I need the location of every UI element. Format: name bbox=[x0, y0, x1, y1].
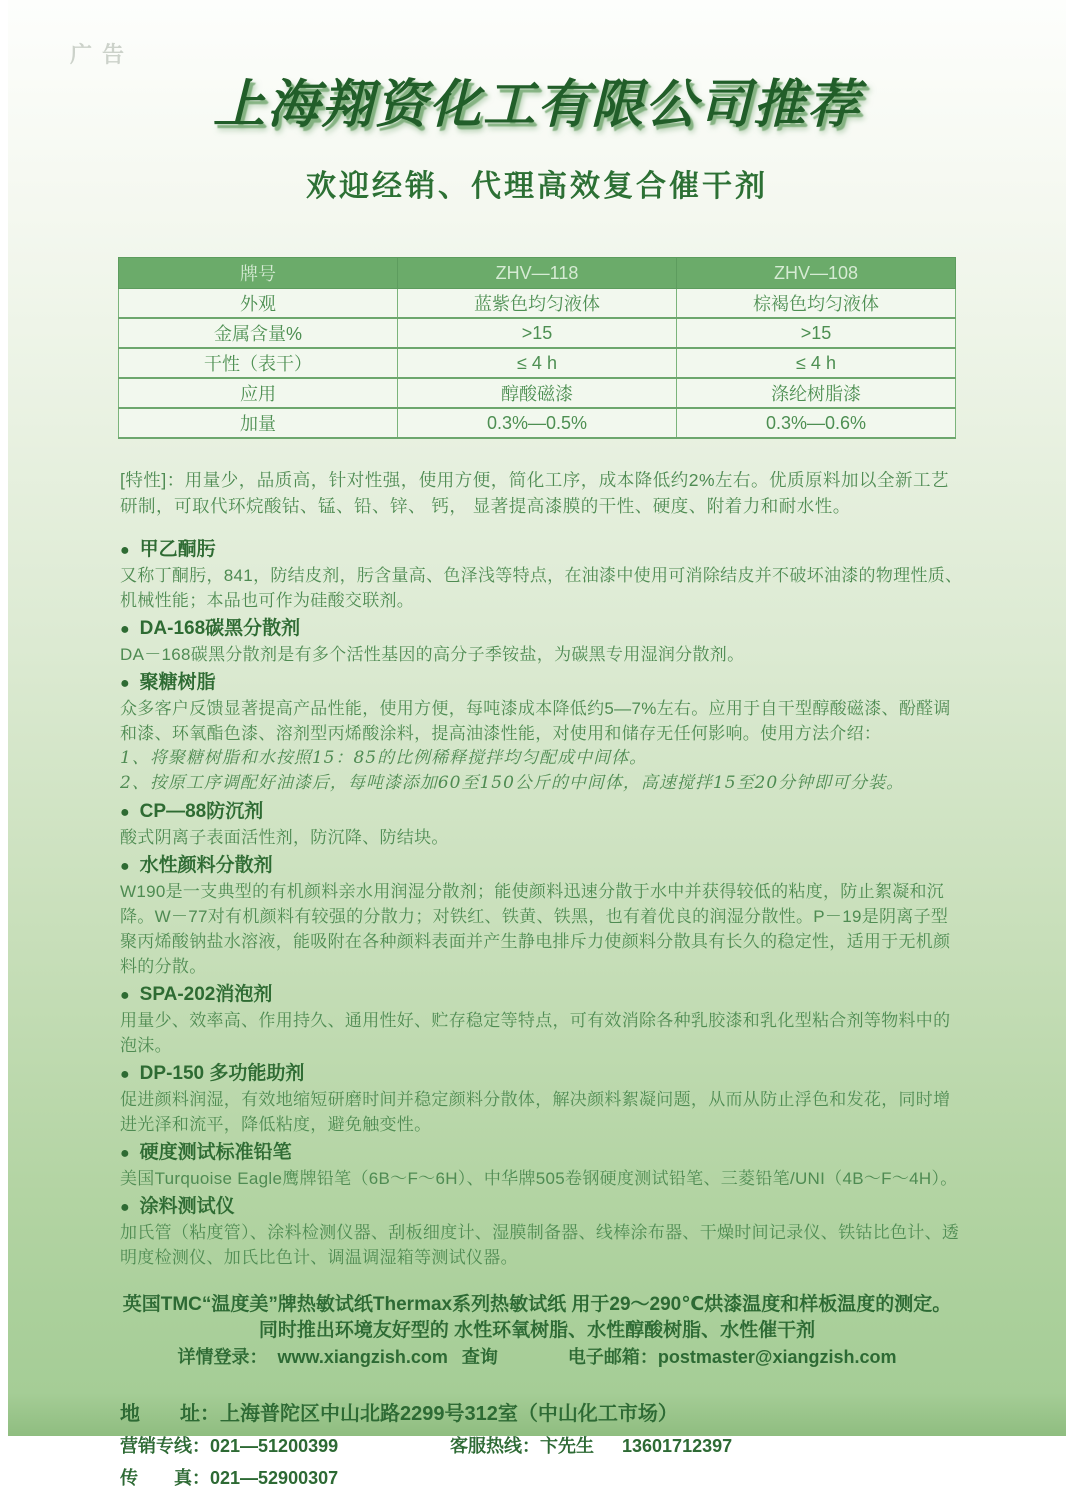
table-header-cell: 牌号 bbox=[119, 258, 398, 289]
features-paragraph: [特性]：用量少，品质高，针对性强，使用方便，简化工序，成本降低约2%左右。优质原料加以全新工艺研制，可取代环烷酸钴、锰、铅、锌、 钙， 显著提高漆膜的干性、硬度、附着力和耐水性。 bbox=[120, 470, 950, 516]
address-label: 地 址： bbox=[120, 1402, 220, 1425]
section-body: 美国Turquoise Eagle鹰牌铅笔（6B～F～6H）、中华牌505卷钢硬度测试铅笔、三菱铅笔/UNI（4B～F～4H）。 bbox=[120, 1168, 958, 1188]
table-header-cell: ZHV—118 bbox=[398, 258, 677, 289]
section-heading-text: 聚糖树脂 bbox=[139, 671, 216, 693]
website-label: 详情登录： bbox=[177, 1346, 268, 1367]
section-heading-text: SPA-202消泡剂 bbox=[139, 983, 273, 1005]
bullet-icon: ● bbox=[120, 1144, 130, 1162]
page-title: 上海翔资化工有限公司推荐 bbox=[212, 76, 861, 134]
table-row bbox=[119, 378, 956, 408]
section-body: 促进颜料润湿，有效地缩短研磨时间并稳定颜料分散体，解决颜料絮凝问题，从而从防止浮色和发花，同时增进光泽和流平，降低粘度，避免触变性。 bbox=[120, 1089, 951, 1134]
section-heading bbox=[120, 537, 965, 563]
section-heading-text: CP—88防沉剂 bbox=[139, 800, 264, 822]
bullet-icon: ● bbox=[120, 620, 130, 638]
section-heading-text: 水性颜料分散剂 bbox=[139, 854, 273, 876]
promo-line-contact-web bbox=[8, 1344, 1066, 1370]
section-heading bbox=[120, 799, 965, 825]
section-heading bbox=[120, 616, 965, 642]
service-name: 卞先生 bbox=[540, 1435, 594, 1456]
table-cell: 0.3%—0.5% bbox=[398, 408, 677, 438]
section-heading bbox=[120, 670, 965, 696]
table-cell: 金属含量% bbox=[119, 318, 398, 348]
section-heading bbox=[120, 982, 965, 1008]
table-cell: 加量 bbox=[119, 408, 398, 438]
ad-page bbox=[8, 0, 1066, 1488]
sales-phone-value: 021—51200399 bbox=[210, 1435, 339, 1456]
ad-corner-label: 广告 bbox=[70, 42, 135, 67]
table-row bbox=[119, 318, 956, 348]
sales-label: 营销专线： bbox=[120, 1435, 210, 1456]
fax-line bbox=[120, 1465, 1066, 1492]
table-cell: ≤ 4 h bbox=[398, 348, 677, 378]
bullet-icon: ● bbox=[120, 674, 130, 692]
table-cell: 蓝紫色均匀液体 bbox=[398, 289, 677, 319]
section-body: 酸式阴离子表面活性剂，防沉降、防结块。 bbox=[120, 827, 449, 847]
service-label: 客服热线： bbox=[450, 1435, 540, 1456]
section-heading-text: 甲乙酮肟 bbox=[139, 538, 216, 560]
table-cell: 外观 bbox=[119, 289, 398, 319]
address-value: 上海普陀区中山北路2299号312室（中山化工市场） bbox=[220, 1402, 678, 1425]
section-heading bbox=[120, 1140, 965, 1166]
page-subtitle: 欢迎经销、代理高效复合催干剂 bbox=[306, 170, 768, 203]
section-body: 众多客户反馈显著提高产品性能，使用方便，每吨漆成本降低约5—7%左右。应用于自干型醇酸磁漆、酚醛调和漆、环氧酯色漆、溶剂型丙烯酸涂料，提高油漆性能，对使用和储存无任何影响。使用方法介绍： bbox=[120, 698, 951, 743]
email-label: 电子邮箱： bbox=[567, 1346, 658, 1367]
section-heading-text: DP-150 多功能助剂 bbox=[139, 1062, 305, 1084]
service-phone-line bbox=[450, 1433, 732, 1460]
email-link[interactable]: postmaster@xiangzish.com bbox=[657, 1346, 897, 1367]
table-cell: ≤ 4 h bbox=[677, 348, 956, 378]
bullet-icon: ● bbox=[120, 986, 130, 1004]
product-sections bbox=[120, 537, 965, 1270]
address-line bbox=[120, 1400, 1066, 1428]
contact-block bbox=[120, 1400, 1066, 1492]
table-header-cell: ZHV—108 bbox=[677, 258, 956, 289]
table-cell: >15 bbox=[398, 318, 677, 348]
promo-line-waterborne: 同时推出环境友好型的 水性环氧树脂、水性醇酸树脂、水性催干剂 bbox=[258, 1319, 816, 1341]
table-cell: 干性（表干） bbox=[119, 348, 398, 378]
promo-block bbox=[8, 1292, 1066, 1370]
sales-phone-line bbox=[120, 1433, 450, 1460]
section-body: DA－168碳黑分散剂是有多个活性基因的高分子季铵盐，为碳黑专用湿润分散剂。 bbox=[120, 644, 745, 664]
website-link[interactable]: www.xiangzish.com bbox=[277, 1346, 448, 1367]
section-heading-text: DA-168碳黑分散剂 bbox=[139, 617, 301, 639]
table-cell: 棕褐色均匀液体 bbox=[677, 289, 956, 319]
table-row bbox=[119, 289, 956, 319]
table-cell: 涤纶树脂漆 bbox=[677, 378, 956, 408]
bullet-icon: ● bbox=[120, 803, 130, 821]
section-heading-text: 硬度测试标准铅笔 bbox=[139, 1141, 292, 1163]
section-body: 加氏管（粘度管）、涂料检测仪器、刮板细度计、湿膜制备器、线棒涂布器、干燥时间记录仪、铁钴比色计、透明度检测仪、加氏比色计、调温调湿箱等测试仪器。 bbox=[120, 1222, 960, 1267]
section-heading-text: 涂料测试仪 bbox=[139, 1195, 235, 1217]
table-cell: >15 bbox=[677, 318, 956, 348]
section-heading bbox=[120, 1061, 965, 1087]
section-heading bbox=[120, 853, 965, 879]
promo-line-thermax: 英国TMC“温度美”牌热敏试纸Thermax系列热敏试纸 用于29～290℃烘漆温度和样板温度的测定。 bbox=[122, 1293, 952, 1315]
usage-step: 2、按原工序调配好油漆后，每吨漆添加60至150公斤的中间体，高速搅拌15至20分钟即可分装。 bbox=[120, 772, 905, 793]
bullet-icon: ● bbox=[120, 1198, 130, 1216]
bullet-icon: ● bbox=[120, 857, 130, 875]
table-cell: 醇酸磁漆 bbox=[398, 378, 677, 408]
fax-label: 传 真： bbox=[120, 1467, 210, 1488]
section-body: W190是一支典型的有机颜料亲水用润湿分散剂；能使颜料迅速分散于水中并获得较低的粘度，防止絮凝和沉降。W－77对有机颜料有较强的分散力；对铁红、铁黄、铁黑，也有着优良的润湿分散性。P－19是阴离子型聚丙烯酸钠盐水溶液，能吸附在各种颜料表面并产生静电排斥力使颜料分散具有长久的稳定性，适用于无机颜料的分散。 bbox=[120, 881, 951, 976]
table-header-row bbox=[119, 258, 956, 289]
phone-line bbox=[120, 1433, 1066, 1460]
section-body: 用量少、效率高、作用持久、通用性好、贮存稳定等特点，可有效消除各种乳胶漆和乳化型粘合剂等物料中的泡沫。 bbox=[120, 1010, 951, 1055]
bullet-icon: ● bbox=[120, 541, 130, 559]
table-row bbox=[119, 408, 956, 438]
main-content bbox=[120, 467, 965, 1270]
table-cell: 0.3%—0.6% bbox=[677, 408, 956, 438]
table-body bbox=[119, 289, 956, 439]
section-heading bbox=[120, 1194, 965, 1220]
product-spec-table bbox=[118, 257, 956, 439]
query-label: 查询 bbox=[461, 1346, 498, 1367]
table-cell: 应用 bbox=[119, 378, 398, 408]
bullet-icon: ● bbox=[120, 1065, 130, 1083]
usage-step: 1、将聚糖树脂和水按照15：85的比例稀释搅拌均匀配成中间体。 bbox=[120, 747, 648, 768]
fax-phone-value: 021—52900307 bbox=[210, 1467, 339, 1488]
section-body: 又称丁酮肟，841，防结皮剂，肟含量高、色泽浅等特点，在油漆中使用可消除结皮并不破坏油漆的物理性质、机械性能；本品也可作为硅酸交联剂。 bbox=[120, 565, 963, 610]
table-row bbox=[119, 348, 956, 378]
service-phone-value: 13601712397 bbox=[622, 1435, 733, 1456]
